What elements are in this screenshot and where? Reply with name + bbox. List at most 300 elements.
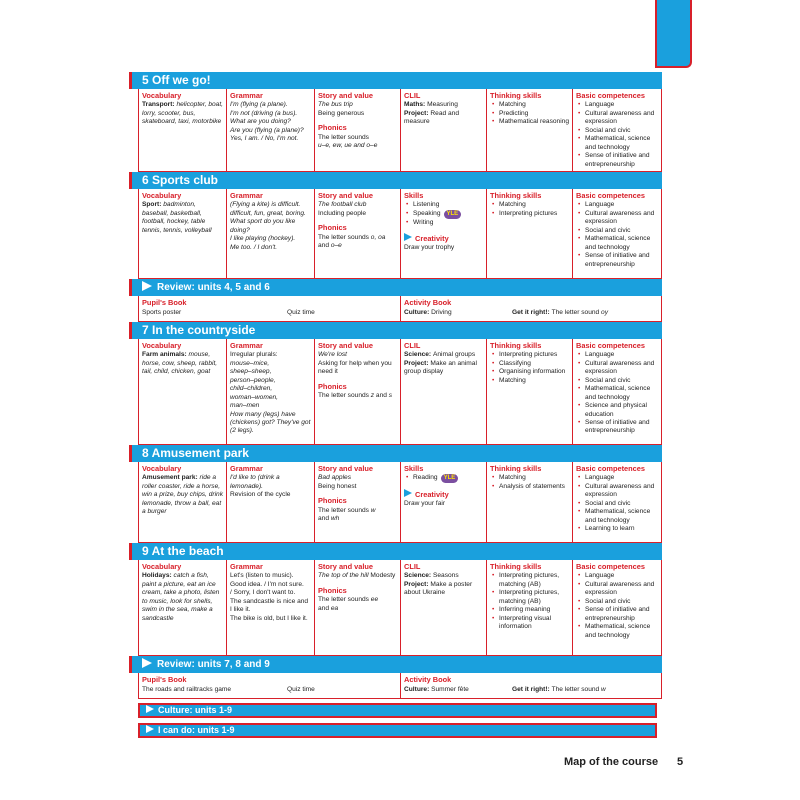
review-heading: Pupil's Book (142, 298, 187, 307)
bullet-item (576, 623, 660, 640)
bullet-text: Writing (413, 218, 434, 226)
bullet-item (576, 525, 660, 533)
cell-text: The letter sounds (318, 392, 371, 400)
bullet-item (490, 474, 569, 482)
review-item: Quiz time (287, 686, 315, 693)
cell-text: mouse–mice, sheep–sheep, person–people, child–children, woman–women, man–men How many (legs) have (chickens) got? They've got (2 legs). (230, 359, 311, 435)
bullet-item (576, 377, 660, 385)
bullet-item (490, 201, 569, 209)
cell-heading: Basic competences (576, 341, 646, 350)
cell-text: Irregular plurals: (230, 351, 278, 359)
bullet-item (576, 135, 660, 152)
review-row (404, 686, 660, 693)
arrow-icon (146, 725, 154, 733)
cell-text: wh (330, 515, 340, 523)
unit-grid (138, 189, 662, 279)
bullet-text: Mathematical reasoning (499, 118, 570, 126)
bullet-item (576, 210, 660, 227)
bullet-text: Matching (499, 201, 526, 209)
bullet-list (576, 572, 660, 640)
bullet-item (490, 210, 569, 218)
bullet-text: Matching (499, 474, 526, 482)
cell-line (404, 110, 483, 127)
bullet-item (576, 500, 660, 508)
cell-label: Project: (404, 580, 431, 588)
cell-heading: Skills (404, 464, 424, 473)
cell-text: Being generous (318, 109, 365, 117)
grammar-line (230, 201, 311, 252)
review-item: The roads and railtracks game (142, 686, 232, 693)
bullet-text: Science and physical education (585, 402, 647, 418)
value-line (318, 360, 397, 377)
page-number: 5 (677, 756, 684, 768)
bullet-item (490, 483, 569, 491)
bullet-text: Cultural awareness and expression (585, 109, 655, 126)
bullet-text: Sense of initiative and entrepreneurship (585, 606, 650, 622)
unit-title-bar: 9 At the beach (129, 543, 662, 560)
bullet-item (576, 252, 660, 269)
cell-line (404, 581, 483, 598)
cell-heading: Grammar (230, 91, 263, 100)
bullet-text: Mathematical, science and technology (585, 135, 651, 151)
bullet-item (576, 581, 660, 598)
bullet-text: Language (585, 201, 615, 209)
phonics-line (318, 134, 397, 151)
review-heading: Activity Book (404, 675, 452, 684)
unit-cell (487, 89, 573, 171)
cell-text: s (388, 392, 393, 400)
cell-text: The letter sounds (318, 506, 371, 514)
cell-text: and (374, 392, 389, 400)
bullet-text: Social and civic (585, 226, 631, 234)
bullet-text: Mathematical, science and technology (585, 385, 651, 401)
unit-title-bar: 6 Sports club (129, 172, 662, 189)
review-bar (129, 279, 662, 296)
cell-text: badminton, baseball, basketball, football, hockey, table tennis, tennis, volleyball (142, 201, 212, 234)
activity-book (401, 673, 663, 698)
bullet-text: Social and civic (585, 376, 631, 384)
cell-text: The letter sounds (318, 596, 371, 604)
cell-heading: Story and value (318, 341, 374, 350)
cell-text: Asking for help when you need it (318, 359, 392, 376)
bullet-item (576, 110, 660, 127)
get-it-right (512, 309, 608, 316)
bullet-item (576, 474, 660, 482)
cell-text: and (318, 515, 331, 523)
review-box (138, 296, 662, 322)
cell-heading: CLIL (404, 341, 421, 350)
unit-cell (139, 560, 227, 655)
bullet-item (576, 201, 660, 209)
unit-cell (573, 560, 663, 655)
cell-text: ea (330, 604, 339, 612)
unit-title-bar: 5 Off we go! (129, 72, 662, 89)
bullet-text: Matching (499, 376, 526, 384)
unit-cell (401, 339, 487, 444)
cell-heading: Basic competences (576, 464, 646, 473)
unit-cell (139, 89, 227, 171)
culture-value: Summer fête (431, 686, 469, 693)
review-title: Review: units 4, 5 and 6 (157, 282, 270, 293)
box-title: I can do: units 1-9 (158, 725, 235, 735)
grammar-line (230, 351, 311, 359)
cell-heading: Grammar (230, 341, 263, 350)
cell-text: z (370, 392, 375, 400)
cell-line (142, 474, 223, 516)
cell-heading: Grammar (230, 464, 263, 473)
bullet-text: Mathematical, science and technology (585, 235, 651, 251)
unit-cell (315, 339, 401, 444)
get-it-right-value: The letter sound (551, 309, 602, 316)
bullet-item (576, 227, 660, 235)
cell-label: Transport: (142, 101, 177, 109)
bullet-text: Learning to learn (585, 525, 635, 533)
bullet-text: Social and civic (585, 499, 631, 507)
cell-heading: Story and value (318, 91, 374, 100)
creativity-label: Creativity (415, 234, 449, 244)
creativity-heading (404, 489, 483, 499)
cell-text: The letter sounds (318, 133, 369, 141)
arrow-icon (404, 233, 412, 241)
cell-heading: Thinking skills (490, 91, 542, 100)
review-title: Review: units 7, 8 and 9 (157, 659, 270, 670)
creativity-label: Creativity (415, 490, 449, 500)
unit-cell (227, 560, 315, 655)
cell-text: Seasons (432, 572, 459, 580)
story-line (318, 474, 397, 482)
bullet-item (576, 606, 660, 623)
cell-label: Farm animals: (142, 351, 189, 359)
cell-heading: Vocabulary (142, 91, 182, 100)
cell-text: I'm (flying (a plane). I'm not (driving (a bus). What are you doing? Are you (flying (a plane)? Yes, I am. / No, I'm not. (230, 101, 304, 143)
review-row (404, 309, 660, 316)
cell-line (404, 360, 483, 377)
value-line (318, 210, 397, 218)
cell-text: Make a poster about Ukraine (404, 580, 473, 597)
corner-tab (655, 0, 692, 68)
bullet-item (576, 598, 660, 606)
unit-grid (138, 560, 662, 656)
bullet-item (576, 483, 660, 500)
unit-cell (487, 462, 573, 542)
cell-heading: Thinking skills (490, 191, 542, 200)
bullet-item (404, 474, 483, 483)
get-it-right-value: The letter sound (551, 686, 602, 693)
grammar-line (230, 101, 311, 143)
i-can-do-box (138, 723, 657, 738)
cell-text: The letter sounds (318, 233, 371, 241)
review-row (142, 309, 397, 316)
bullet-item (576, 360, 660, 377)
story-line (318, 351, 397, 359)
cell-text: w (370, 506, 376, 514)
review-row (142, 686, 397, 693)
unit-grid (138, 462, 662, 543)
cell-heading: Grammar (230, 191, 263, 200)
cell-label: Sport: (142, 201, 164, 209)
culture-item (404, 309, 512, 316)
cell-line (404, 101, 483, 109)
cell-line (142, 201, 223, 235)
bullet-text: Mathematical, science and technology (585, 623, 651, 639)
cell-text: helicopter, boat, lorry, scooter, bus, skateboard, taxi, motorbike (142, 101, 223, 126)
cell-text: Revision of the cycle (230, 491, 291, 499)
phonics-line (318, 596, 397, 613)
cell-text: Make an animal group display (404, 359, 477, 376)
review-item: Quiz time (287, 309, 315, 316)
bullet-item (576, 101, 660, 109)
culture-label: Culture: (404, 309, 432, 316)
box-title: Culture: units 1-9 (158, 705, 233, 715)
get-it-right-label: Get it right!: (512, 686, 552, 693)
review-bar (129, 656, 662, 673)
cell-text: Including people (318, 209, 367, 217)
bullet-text: Inferring meaning (499, 606, 551, 614)
get-it-right-sound: w (601, 686, 606, 693)
bullet-text: Listening (413, 201, 440, 209)
cell-text: and (318, 604, 331, 612)
bullet-text: Interpreting pictures, matching (AB) (499, 572, 560, 588)
bullet-text: Social and civic (585, 597, 631, 605)
bullet-item (490, 360, 569, 368)
creativity-text: Draw your fair (404, 499, 446, 507)
bullet-list (490, 101, 569, 126)
bullet-text: Mathematical, science and technology (585, 508, 651, 524)
bullet-item (490, 368, 569, 376)
phonics-heading: Phonics (318, 496, 347, 506)
bullet-list (490, 351, 569, 385)
get-it-right-sound: oy (601, 309, 609, 316)
page-footer-title: Map of the course (564, 756, 659, 768)
cell-text: catch a fish, paint a picture, eat an ice cream, take a photo, listen to music, look for shells, swim in the sea, make a sandcastle (142, 572, 220, 622)
bullet-item (404, 210, 483, 219)
bullet-list (490, 572, 569, 631)
review-heading: Pupil's Book (142, 675, 187, 684)
unit-cell (573, 89, 663, 171)
review-box (138, 673, 662, 699)
pupils-book (139, 673, 401, 698)
cell-heading: Thinking skills (490, 562, 542, 571)
cell-heading: Thinking skills (490, 341, 542, 350)
get-it-right-label: Get it right!: (512, 309, 552, 316)
phonics-heading: Phonics (318, 223, 347, 233)
cell-heading: CLIL (404, 91, 421, 100)
unit-cell (139, 189, 227, 278)
bullet-text: Analysis of statements (499, 482, 565, 490)
culture-box (138, 703, 657, 718)
get-it-right (512, 686, 606, 693)
bullet-list (490, 474, 569, 491)
cell-heading: Vocabulary (142, 562, 182, 571)
bullet-item (490, 589, 569, 606)
bullet-item (490, 351, 569, 359)
bullet-text: Language (585, 351, 615, 359)
cell-heading: Vocabulary (142, 341, 182, 350)
bullet-text: Interpreting pictures (499, 209, 558, 217)
bullet-list (490, 201, 569, 218)
cell-heading: Vocabulary (142, 464, 182, 473)
cell-heading: CLIL (404, 562, 421, 571)
phonics-heading: Phonics (318, 585, 347, 595)
cell-text: mouse, horse, cow, sheep, rabbit, tail, child, chicken, goat (142, 351, 218, 376)
bullet-item (490, 572, 569, 589)
review-heading: Activity Book (404, 298, 452, 307)
unit-title-bar: 7 In the countryside (129, 322, 662, 339)
cell-text: The bus trip (318, 101, 353, 109)
cell-text: ee (370, 596, 379, 604)
unit-cell (227, 189, 315, 278)
cell-label: Science: (404, 351, 433, 359)
arrow-icon (404, 489, 412, 497)
bullet-item (576, 351, 660, 359)
bullet-text: Cultural awareness and expression (585, 482, 655, 499)
cell-text: Let's (listen to music). Good idea. / I'm not sure. / Sorry, I don't want to. The sandcastle is nice and I like it. The bike is old, but I like it. (230, 572, 309, 622)
bullet-item (404, 201, 483, 209)
bullet-item (490, 606, 569, 614)
bullet-text: Interpreting pictures (499, 351, 558, 359)
cell-text: (Flying a kite) is difficult. difficult, fun, great, boring. What sport do you like doing? I like playing (hockey). Me too. / I don't. (230, 201, 306, 251)
bullet-text: Language (585, 474, 615, 482)
cell-heading: Basic competences (576, 91, 646, 100)
arrow-icon (142, 658, 152, 668)
cell-heading: Story and value (318, 562, 374, 571)
phonics-line (318, 234, 397, 251)
bullet-item (576, 152, 660, 169)
bullet-list (404, 474, 483, 483)
bullet-text: Sense of initiative and entrepreneurship (585, 418, 650, 435)
activity-book (401, 296, 663, 321)
bullet-text: Sense of initiative and entrepreneurship (585, 252, 650, 268)
cell-heading: Story and value (318, 464, 374, 473)
cell-text: Modesty (368, 572, 396, 580)
cell-text: Measuring (427, 101, 458, 109)
unit-cell (487, 339, 573, 444)
pupils-book (139, 296, 401, 321)
bullet-list (576, 351, 660, 435)
cell-text: ride a roller coaster, ride a horse, win a prize, buy chips, drink lemonade, throw a ball, eat a burger (142, 474, 223, 516)
arrow-icon (142, 281, 152, 291)
value-line (318, 110, 397, 118)
cell-line (142, 572, 223, 623)
yle-badge: YLE (444, 210, 462, 219)
unit-cell (401, 462, 487, 542)
cell-label: Maths: (404, 101, 428, 109)
culture-item (404, 686, 512, 693)
unit-grid (138, 89, 662, 172)
cell-text: o, oa (370, 233, 386, 241)
unit-cell (401, 89, 487, 171)
phonics-line (318, 507, 397, 524)
arrow-icon (146, 705, 154, 713)
bullet-item (490, 118, 569, 126)
bullet-text: Reading (413, 474, 438, 482)
bullet-item (490, 101, 569, 109)
unit-cell (315, 560, 401, 655)
cell-label: Project: (404, 359, 431, 367)
bullet-item (576, 385, 660, 402)
bullet-item (490, 377, 569, 385)
story-line (318, 572, 397, 580)
cell-heading: Basic competences (576, 191, 646, 200)
cell-heading: Vocabulary (142, 191, 182, 200)
cell-heading: Story and value (318, 191, 374, 200)
unit-cell (227, 462, 315, 542)
bullet-item (576, 235, 660, 252)
phonics-heading: Phonics (318, 381, 347, 391)
bullet-text: Cultural awareness and expression (585, 209, 655, 226)
culture-label: Culture: (404, 686, 432, 693)
bullet-item (404, 219, 483, 227)
cell-heading: Skills (404, 191, 424, 200)
bullet-text: Social and civic (585, 126, 631, 134)
bullet-list (576, 474, 660, 533)
grammar-line (230, 572, 311, 623)
bullet-text: Predicting (499, 109, 529, 117)
bullet-item (576, 572, 660, 580)
bullet-text: Cultural awareness and expression (585, 580, 655, 597)
cell-line (142, 101, 223, 126)
unit-cell (487, 560, 573, 655)
cell-heading: Basic competences (576, 562, 646, 571)
cell-text: Bad apples (318, 474, 351, 482)
cell-label: Amusement park: (142, 474, 200, 482)
bullet-text: Cultural awareness and expression (585, 359, 655, 376)
bullet-list (404, 201, 483, 227)
story-line (318, 101, 397, 109)
cell-heading: Thinking skills (490, 464, 542, 473)
unit-cell (573, 339, 663, 444)
cell-text: and (318, 242, 331, 250)
unit-cell (139, 339, 227, 444)
creativity-heading (404, 233, 483, 243)
cell-heading: Grammar (230, 562, 263, 571)
culture-value: Driving (431, 309, 452, 316)
unit-grid (138, 339, 662, 445)
bullet-item (490, 110, 569, 118)
cell-text: u–e, ew, ue and o–e (318, 142, 378, 150)
unit-title-bar: 8 Amusement park (129, 445, 662, 462)
unit-cell (139, 462, 227, 542)
bullet-list (576, 101, 660, 169)
unit-cell (487, 189, 573, 278)
cell-text: We're lost (318, 351, 347, 359)
unit-cell (227, 339, 315, 444)
bullet-text: Language (585, 572, 615, 580)
cell-text: Being honest (318, 482, 357, 490)
unit-cell (573, 189, 663, 278)
bullet-text: Organising information (499, 368, 566, 376)
cell-text: I'd like to (drink a lemonade). (230, 474, 280, 490)
cell-label: Project: (404, 109, 431, 117)
bullet-item (576, 402, 660, 419)
cell-text: The football club (318, 201, 367, 209)
cell-line (142, 351, 223, 376)
bullet-text: Speaking (413, 209, 441, 217)
bullet-text: Interpreting pictures, matching (AB) (499, 589, 560, 605)
cell-label: Holidays: (142, 572, 174, 580)
bullet-text: Interpreting visual information (499, 614, 552, 631)
bullet-item (576, 419, 660, 436)
cell-text: Animal groups (432, 351, 476, 359)
cell-text: The top of the hill (318, 572, 369, 580)
bullet-item (576, 127, 660, 135)
bullet-text: Classifying (499, 359, 531, 367)
review-item: Sports poster (142, 309, 182, 316)
grammar-line (230, 360, 311, 436)
grammar-line (230, 491, 311, 499)
unit-cell (315, 462, 401, 542)
grammar-line (230, 474, 311, 491)
